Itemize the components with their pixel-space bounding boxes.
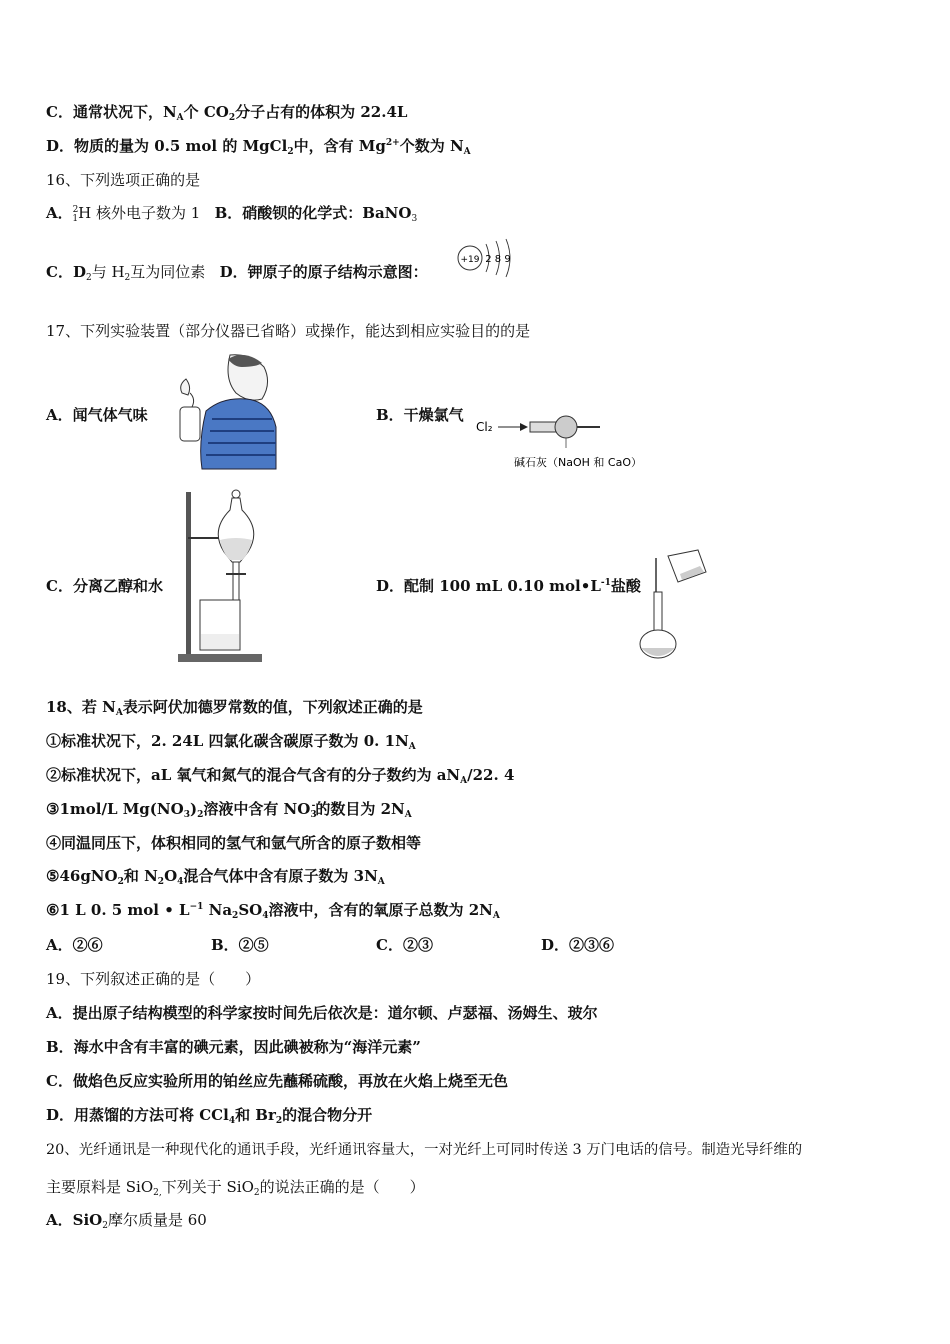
stand-rod — [186, 492, 191, 656]
soda-lime-caption: 碱石灰（NaOH 和 CaO） — [514, 456, 642, 469]
drying-bulb — [555, 416, 577, 438]
flask-neck — [654, 592, 662, 632]
q16-options-ab: A．$^2_1$H 核外电子数为 1 B．硝酸钡的化学式：BaNO$_3$ — [46, 204, 418, 224]
volumetric-flask-illustration — [634, 548, 714, 664]
tube-stopper — [530, 422, 558, 432]
q18-statement-2: ②标准状况下，aL 氧气和氮气的混合气含有的分子数约为 $aN_A/22$. 4 — [46, 766, 515, 786]
separatory-funnel-illustration — [176, 488, 266, 666]
q18-option-a: A．②⑥ — [46, 936, 103, 954]
q19-option-c: C．做焰色反应实验所用的铂丝应先蘸稀硫酸，再放在火焰上烧至无色 — [46, 1072, 508, 1090]
chlorine-label: Cl₂ — [476, 420, 493, 434]
waving-hand — [181, 379, 190, 395]
q18-option-c: C．②③ — [376, 936, 433, 954]
q19-stem: 19、下列叙述正确的是（ ） — [46, 970, 261, 988]
nucleus-charge: +19 — [460, 255, 480, 265]
beaker-liquid — [201, 634, 239, 649]
q16-stem: 16、下列选项正确的是 — [46, 171, 201, 189]
smelling-gas-illustration — [172, 353, 278, 471]
waft-line — [190, 393, 194, 407]
q20-option-a: A．SiO$_2$摩尔质量是 60 — [46, 1211, 207, 1231]
funnel-stopper — [232, 490, 240, 498]
sweater — [201, 399, 276, 469]
q18-statement-4: ④同温同压下，体积相同的氢气和氩气所含的原子数相等 — [46, 834, 422, 852]
arrow-head — [520, 423, 528, 431]
q18-stem: 18、若 $N_A$表示阿伏加德罗常数的值，下列叙述正确的是 — [46, 698, 423, 718]
q17-option-a: A．闻气体气味 — [46, 406, 148, 424]
q19-option-d: D．用蒸馏的方法可将 CCl$_4$和 $Br_2$的混合物分开 — [46, 1106, 373, 1126]
q17-stem: 17、下列实验装置（部分仪器已省略）或操作，能达到相应实验目的的是 — [46, 322, 531, 340]
q20-stem-line-1: 20、光纤通讯是一种现代化的通讯手段，光纤通讯容量大，一对光纤上可同时传送 3 万门电话的信号。制造光导纤维的 — [46, 1142, 803, 1158]
q18-statement-1: ①标准状况下，2. 24L 四氯化碳含碳原子数为 0. $1N_A$ — [46, 732, 416, 752]
q15-option-c: C．通常状况下，$N_A$个 $CO_2$分子占有的体积为 22.4L — [46, 103, 408, 123]
q18-option-d: D．②③⑥ — [541, 936, 615, 954]
q18-option-b: B．②⑤ — [211, 936, 269, 954]
funnel-liquid — [220, 538, 252, 560]
atom-structure-diagram — [454, 236, 524, 280]
electron-shell-counts: 2 8 9 — [485, 254, 511, 265]
q19-option-a: A．提出原子结构模型的科学家按时间先后依次是：道尔顿、卢瑟福、汤姆生、玻尔 — [46, 1004, 598, 1022]
q17-option-b: B．干燥氯气 — [376, 406, 464, 424]
q15-option-d: D．物质的量为 0.5 mol 的 MgCl$_2$中，含有 $Mg^{2+}$个数为 $N_A$ — [46, 137, 471, 157]
q16-options-cd: C．$D_2$与 $H_2$互为同位素 D．钾原子的原子结构示意图： — [46, 263, 428, 283]
q18-statement-6: ⑥1 L 0. 5 mol • $L^{-1}$ $Na_2SO_4$溶液中，含有的氧原子总数为 $2N_A$ — [46, 901, 500, 921]
q19-option-b: B．海水中含有丰富的碘元素，因此碘被称为“海洋元素” — [46, 1038, 421, 1056]
drying-tube-illustration — [474, 408, 674, 474]
q17-option-c: C．分离乙醇和水 — [46, 577, 163, 595]
q18-statement-5: ⑤46gNO$_2$和 $N_2O_4$混合气体中含有原子数为 $3N_A$ — [46, 867, 385, 887]
gas-bottle — [180, 407, 200, 441]
q18-statement-3: ③1mol/L $Mg(NO_3)_2$溶液中含有 $NO_3^-$的数目为 $2N_A$ — [46, 800, 412, 820]
q20-stem-line-2: 主要原料是 SiO$_{2,}$下列关于 SiO$_2$的说法正确的是（ ） — [46, 1178, 425, 1198]
q17-option-d: D．配制 100 mL 0.10 $mol•L^{-1}$盐酸 — [376, 577, 641, 595]
stand-base — [178, 654, 262, 662]
